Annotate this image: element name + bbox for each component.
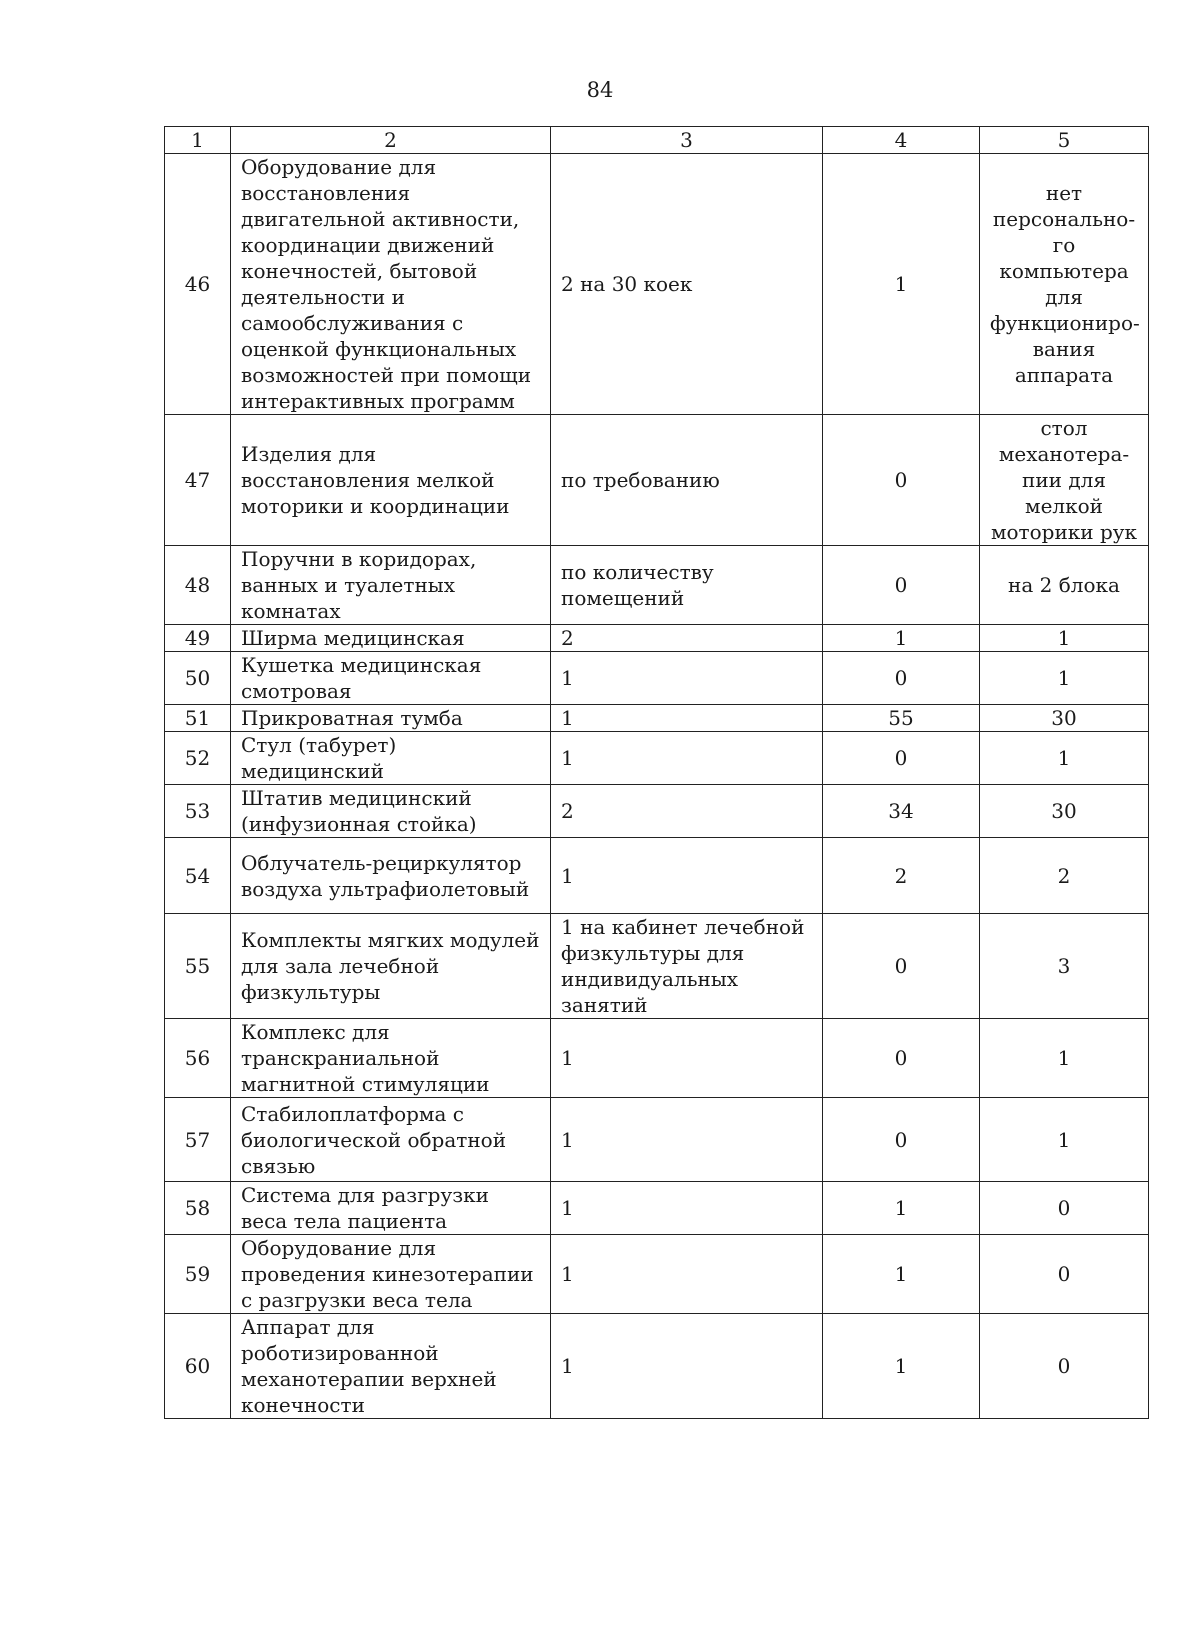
required-norm: по требованию — [551, 415, 823, 546]
equipment-table — [164, 126, 1149, 1419]
header-cell-3: 3 — [551, 127, 823, 154]
row-number: 51 — [165, 705, 231, 732]
available-quantity: 34 — [823, 785, 980, 838]
equipment-name: Изделия для восстановления мелкой моторики и координации — [231, 415, 551, 546]
equipment-name: Стул (табурет) медицинский — [231, 732, 551, 785]
equipment-name: Аппарат для роботизированной механотерапии верхней конечности — [231, 1314, 551, 1419]
equipment-name: Штатив медицинский (инфузионная стойка) — [231, 785, 551, 838]
note: 2 — [980, 838, 1149, 914]
table-row — [165, 838, 1149, 914]
note: 1 — [980, 652, 1149, 705]
table-row — [165, 546, 1149, 625]
row-number: 58 — [165, 1182, 231, 1235]
header-cell-4: 4 — [823, 127, 980, 154]
available-quantity: 1 — [823, 1314, 980, 1419]
table-row — [165, 415, 1149, 546]
row-number: 46 — [165, 154, 231, 415]
equipment-name: Кушетка медицинская смотровая — [231, 652, 551, 705]
table-row — [165, 914, 1149, 1019]
required-norm: 2 — [551, 785, 823, 838]
row-number: 49 — [165, 625, 231, 652]
header-cell-2: 2 — [231, 127, 551, 154]
required-norm: по количеству помещений — [551, 546, 823, 625]
available-quantity: 1 — [823, 154, 980, 415]
note: 0 — [980, 1235, 1149, 1314]
required-norm: 1 на кабинет лечебной физкультуры для индивидуальных занятий — [551, 914, 823, 1019]
row-number: 57 — [165, 1098, 231, 1182]
note: 1 — [980, 732, 1149, 785]
required-norm: 2 — [551, 625, 823, 652]
required-norm: 1 — [551, 732, 823, 785]
equipment-name: Ширма медицинская — [231, 625, 551, 652]
available-quantity: 0 — [823, 546, 980, 625]
available-quantity: 0 — [823, 1019, 980, 1098]
table-row — [165, 705, 1149, 732]
equipment-name: Облучатель-рециркулятор воздуха ультрафиолетовый — [231, 838, 551, 914]
equipment-name: Поручни в коридорах, ванных и туалетных комнатах — [231, 546, 551, 625]
row-number: 47 — [165, 415, 231, 546]
header-cell-5: 5 — [980, 127, 1149, 154]
table-row — [165, 154, 1149, 415]
table-row — [165, 1314, 1149, 1419]
required-norm: 2 на 30 коек — [551, 154, 823, 415]
required-norm: 1 — [551, 1019, 823, 1098]
note: 30 — [980, 785, 1149, 838]
required-norm: 1 — [551, 838, 823, 914]
row-number: 53 — [165, 785, 231, 838]
row-number: 54 — [165, 838, 231, 914]
row-number: 50 — [165, 652, 231, 705]
equipment-name: Комплекты мягких модулей для зала лечебной физкультуры — [231, 914, 551, 1019]
available-quantity: 1 — [823, 1182, 980, 1235]
available-quantity: 0 — [823, 652, 980, 705]
equipment-name: Стабилоплатформа с биологической обратной связью — [231, 1098, 551, 1182]
note: 1 — [980, 625, 1149, 652]
available-quantity: 0 — [823, 415, 980, 546]
note: стол механотера-пии для мелкой моторики рук — [980, 415, 1149, 546]
row-number: 52 — [165, 732, 231, 785]
note: 0 — [980, 1314, 1149, 1419]
required-norm: 1 — [551, 1314, 823, 1419]
equipment-name: Прикроватная тумба — [231, 705, 551, 732]
table-row — [165, 1098, 1149, 1182]
available-quantity: 0 — [823, 1098, 980, 1182]
equipment-name: Оборудование для восстановления двигательной активности, координации движений конечностей, бытовой деятельности и самообслуживания с оценкой функциональных возможностей при помощи интерактивных программ — [231, 154, 551, 415]
note: на 2 блока — [980, 546, 1149, 625]
required-norm: 1 — [551, 1235, 823, 1314]
note: нет персонально-го компьютера для функциониро-вания аппарата — [980, 154, 1149, 415]
table-header-row — [165, 127, 1149, 154]
available-quantity: 0 — [823, 914, 980, 1019]
equipment-name: Комплекс для транскраниальной магнитной стимуляции — [231, 1019, 551, 1098]
table-row — [165, 625, 1149, 652]
equipment-name: Оборудование для проведения кинезотерапии с разгрузки веса тела — [231, 1235, 551, 1314]
row-number: 48 — [165, 546, 231, 625]
available-quantity: 1 — [823, 1235, 980, 1314]
table-row — [165, 1019, 1149, 1098]
row-number: 56 — [165, 1019, 231, 1098]
required-norm: 1 — [551, 1182, 823, 1235]
table-row — [165, 1182, 1149, 1235]
required-norm: 1 — [551, 652, 823, 705]
note: 30 — [980, 705, 1149, 732]
available-quantity: 0 — [823, 732, 980, 785]
available-quantity: 55 — [823, 705, 980, 732]
header-cell-1: 1 — [165, 127, 231, 154]
page-number: 84 — [586, 78, 614, 102]
row-number: 55 — [165, 914, 231, 1019]
row-number: 59 — [165, 1235, 231, 1314]
note: 0 — [980, 1182, 1149, 1235]
table-row — [165, 652, 1149, 705]
table-row — [165, 732, 1149, 785]
note: 3 — [980, 914, 1149, 1019]
table-row — [165, 785, 1149, 838]
available-quantity: 1 — [823, 625, 980, 652]
note: 1 — [980, 1098, 1149, 1182]
table-row — [165, 1235, 1149, 1314]
required-norm: 1 — [551, 1098, 823, 1182]
required-norm: 1 — [551, 705, 823, 732]
equipment-name: Система для разгрузки веса тела пациента — [231, 1182, 551, 1235]
available-quantity: 2 — [823, 838, 980, 914]
row-number: 60 — [165, 1314, 231, 1419]
note: 1 — [980, 1019, 1149, 1098]
